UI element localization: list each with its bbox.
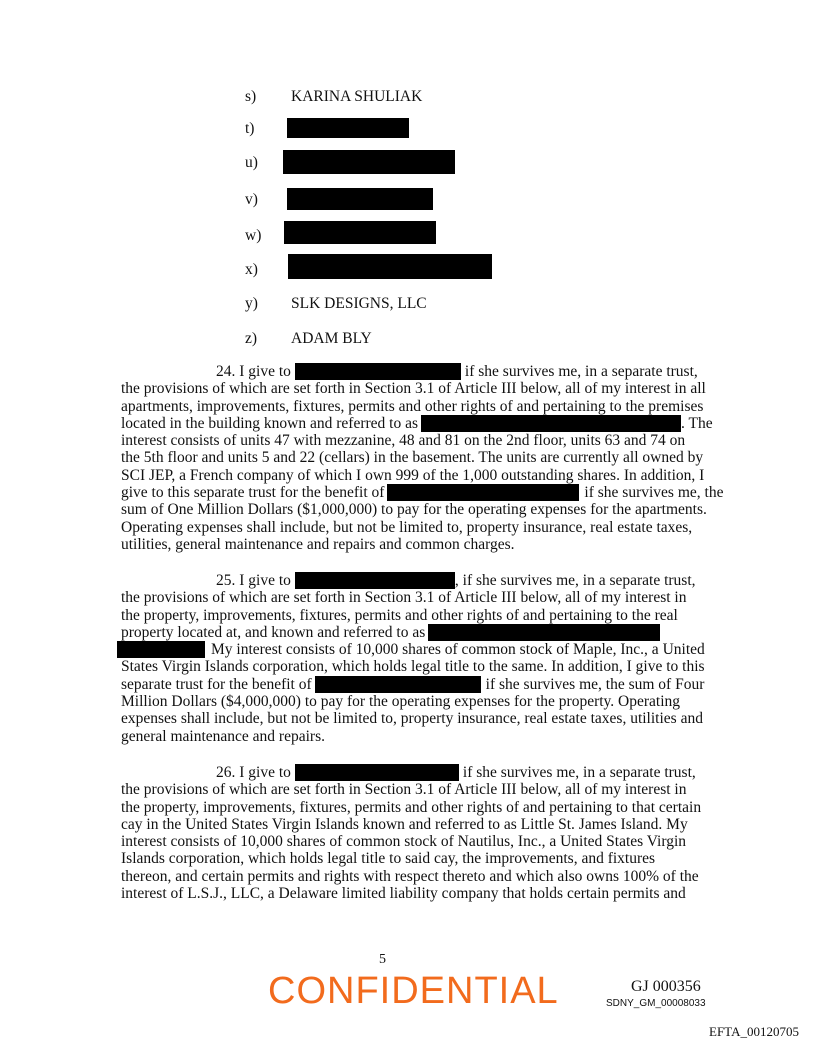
list-letter: w) bbox=[245, 227, 262, 244]
text-line: Operating expenses shall include, but not be limited to, property insurance, real estate taxes, bbox=[121, 518, 693, 536]
page-number: 5 bbox=[379, 952, 386, 967]
text-line: utilities, general maintenance and repairs and common charges. bbox=[121, 535, 515, 553]
redaction-box bbox=[421, 415, 681, 432]
list-name: SLK DESIGNS, LLC bbox=[291, 295, 427, 312]
redaction-box bbox=[288, 254, 492, 279]
list-letter: t) bbox=[245, 120, 255, 137]
bates-number: GJ 000356 bbox=[631, 978, 701, 995]
sdny-number: SDNY_GM_00008033 bbox=[606, 998, 706, 1009]
list-letter: y) bbox=[245, 295, 258, 312]
text-line: States Virgin Islands corporation, which holds legal title to the same. In addition, I give to this bbox=[121, 658, 705, 676]
text-span: , if she survives me, in a separate trust, bbox=[454, 572, 696, 589]
text-line: the provisions of which are set forth in Section 3.1 of Article III below, all of my interest in bbox=[121, 589, 687, 607]
efta-number: EFTA_00120705 bbox=[709, 1024, 799, 1039]
text-span: if she survives me, in a separate trust, bbox=[462, 764, 696, 781]
list-letter: u) bbox=[245, 154, 258, 171]
text-line: interest of L.S.J., LLC, a Delaware limited liability company that holds certain permits and bbox=[121, 885, 686, 903]
redaction-box bbox=[283, 150, 455, 174]
text-span: 25. I give to bbox=[216, 572, 291, 589]
paragraph-25 bbox=[121, 572, 718, 745]
text-line: the property, improvements, fixtures, permits and other rights of and pertaining to the real bbox=[121, 606, 678, 624]
redaction-box bbox=[315, 676, 481, 693]
text-line: cay in the United States Virgin Islands known and referred to as Little St. James Island. My bbox=[121, 815, 688, 833]
text-line: the 5th floor and units 5 and 22 (cellars) in the basement. The units are currently all owned by bbox=[121, 449, 704, 467]
redaction-box bbox=[428, 624, 660, 641]
redaction-box bbox=[287, 188, 433, 210]
text-line: interest consists of 10,000 shares of common stock of Nautilus, Inc., a United States Virgin bbox=[121, 833, 687, 851]
list-letter: x) bbox=[245, 261, 258, 278]
redaction-box bbox=[287, 118, 409, 138]
text-span: if she survives me, the bbox=[584, 484, 724, 502]
redaction-box bbox=[295, 572, 455, 589]
redaction-box bbox=[284, 221, 436, 244]
redaction-box bbox=[117, 641, 205, 658]
text-line: Islands corporation, which holds legal title to said cay, the improvements, and fixtures bbox=[121, 850, 656, 868]
text-line: the property, improvements, fixtures, permits and other rights of and pertaining to that certain bbox=[121, 798, 702, 816]
text-span: property located at, and known and referred to as bbox=[121, 623, 426, 641]
text-line: expenses shall include, but not be limited to, property insurance, real estate taxes, utilities and bbox=[121, 710, 703, 728]
list-name: ADAM BLY bbox=[291, 330, 372, 347]
text-line: apartments, improvements, fixtures, permits and other rights of and pertaining to the premises bbox=[121, 397, 704, 415]
text-span: My interest consists of 10,000 shares of common stock of Maple, Inc., a United bbox=[211, 641, 705, 659]
redaction-box bbox=[295, 363, 461, 380]
text-line: the provisions of which are set forth in Section 3.1 of Article III below, all of my interest in bbox=[121, 781, 687, 799]
confidential-stamp: CONFIDENTIAL bbox=[268, 970, 559, 1012]
paragraph-26 bbox=[121, 764, 718, 902]
text-span: located in the building known and referred to as bbox=[121, 414, 418, 432]
text-span: separate trust for the benefit of bbox=[121, 675, 312, 693]
text-span: 24. I give to bbox=[216, 363, 291, 380]
list-name: KARINA SHULIAK bbox=[291, 88, 423, 105]
text-span: . The bbox=[681, 414, 713, 432]
text-span: if she survives me, the sum of Four bbox=[485, 675, 705, 693]
paragraph-24 bbox=[121, 363, 724, 553]
text-line: the provisions of which are set forth in Section 3.1 of Article III below, all of my interest in all bbox=[121, 380, 706, 398]
list-letter: s) bbox=[245, 88, 257, 105]
list-letter: z) bbox=[245, 330, 258, 347]
text-line: general maintenance and repairs. bbox=[121, 727, 325, 745]
text-span: give to this separate trust for the benefit of bbox=[121, 484, 385, 502]
text-line: SCI JEP, a French company of which I own 999 of the 1,000 outstanding shares. In addition, I bbox=[121, 466, 705, 484]
text-line: thereon, and certain permits and rights with respect thereto and which also owns 100% of the bbox=[121, 867, 699, 885]
redaction-box bbox=[295, 764, 459, 781]
redaction-box bbox=[387, 484, 579, 501]
text-line: interest consists of units 47 with mezzanine, 48 and 81 on the 2nd floor, units 63 and 74 on bbox=[121, 432, 686, 450]
text-line: Million Dollars ($4,000,000) to pay for the operating expenses for the property. Operating bbox=[121, 693, 681, 711]
text-span: if she survives me, in a separate trust, bbox=[464, 363, 698, 380]
text-span: 26. I give to bbox=[216, 764, 291, 781]
list-letter: v) bbox=[245, 191, 258, 208]
text-line: sum of One Million Dollars ($1,000,000) to pay for the operating expenses for the apartments. bbox=[121, 501, 707, 519]
